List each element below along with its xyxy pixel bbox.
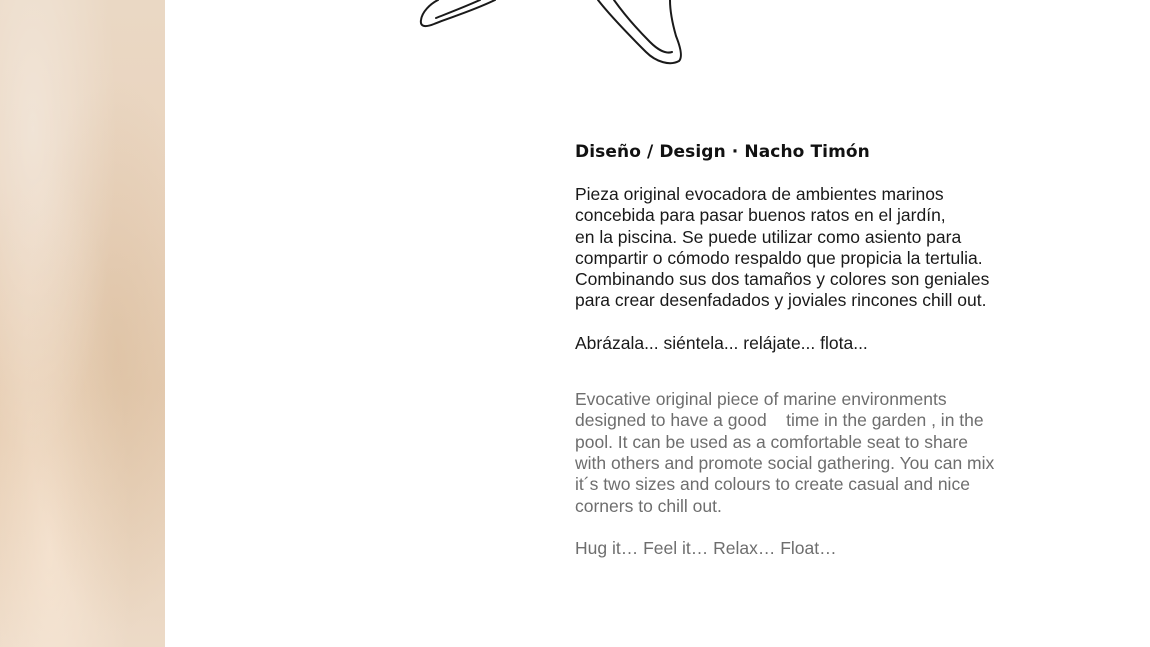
- spanish-line: Pieza original evocadora de ambientes marinos: [575, 184, 944, 204]
- designer-title: Diseño / Design · Nacho Timón: [575, 142, 870, 162]
- spanish-line: Combinando sus dos tamaños y colores son geniales: [575, 269, 990, 290]
- spanish-tagline: Abrázala... siéntela... relájate... flota...: [575, 332, 868, 353]
- english-line: designed to have a good time in the garden , in the: [575, 410, 984, 431]
- description-block: [575, 140, 1005, 559]
- english-line: Evocative original piece of marine environments: [575, 389, 947, 410]
- english-line: pool. It can be used as a comfortable seat to share: [575, 431, 969, 452]
- spanish-description: [575, 184, 1005, 312]
- texture-side-panel: [0, 0, 165, 647]
- spanish-line: compartir o cómodo respaldo que propicia la tertulia.: [575, 247, 983, 268]
- starfish-illustration: [400, 0, 700, 75]
- english-line: it´s two sizes and colours to create casual and nice: [575, 474, 970, 495]
- english-tagline: Hug it… Feel it… Relax… Float…: [575, 537, 837, 558]
- spanish-line: en la piscina. Se puede utilizar como asiento para: [575, 226, 962, 247]
- spanish-line: para crear desenfadados y joviales rincones chill out.: [575, 290, 987, 311]
- english-line: corners to chill out.: [575, 495, 722, 516]
- spanish-line: concebida para pasar buenos ratos en el jardín,: [575, 205, 946, 226]
- english-line: with others and promote social gathering. You can mix: [575, 452, 995, 473]
- english-description: [575, 389, 1005, 517]
